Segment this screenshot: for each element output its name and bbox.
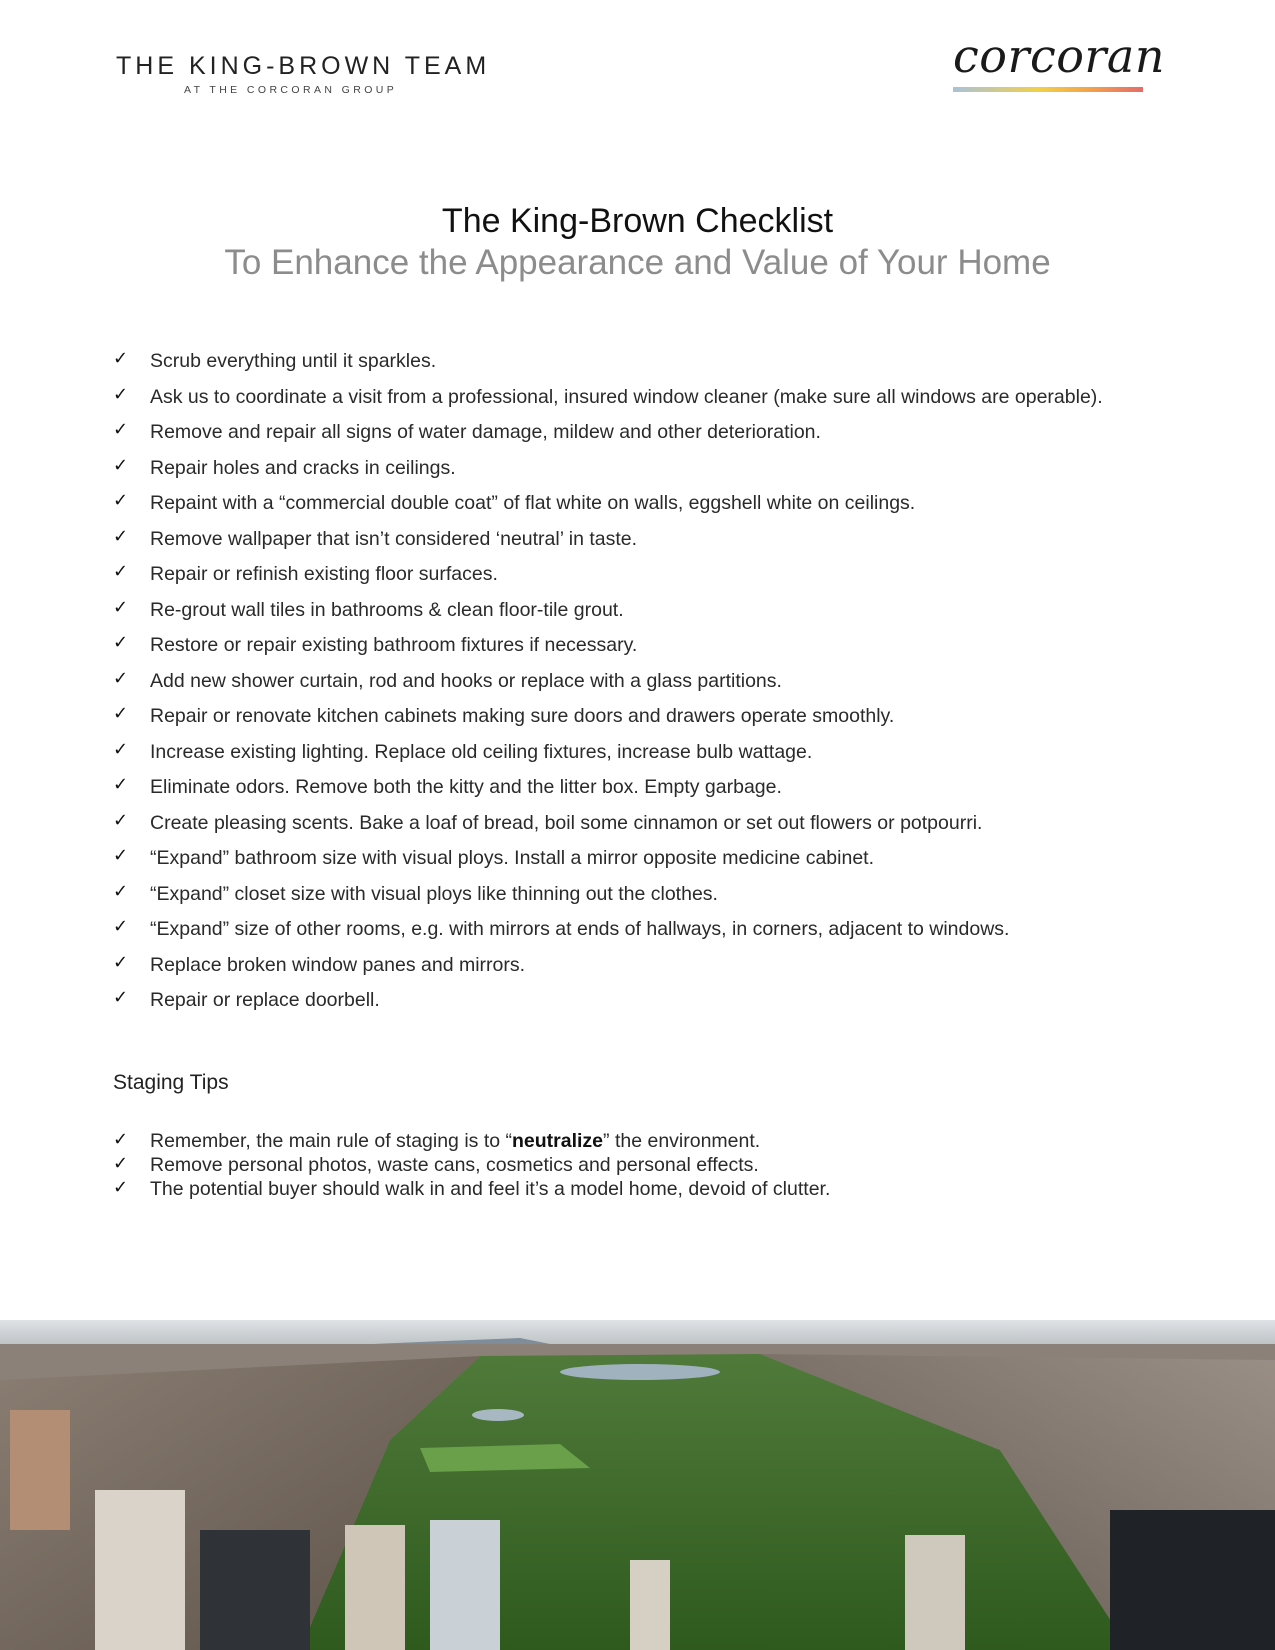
corcoran-wordmark: corcoran [953,29,1165,83]
check-icon: ✓ [113,916,129,937]
list-item-text: Repair or renovate kitchen cabinets making sure doors and drawers operate smoothly. [150,705,895,727]
list-item [113,593,1103,629]
aerial-city-park-photo [0,1320,1275,1650]
check-icon: ✓ [113,667,129,689]
list-item [113,415,1103,451]
check-icon: ✓ [113,703,129,724]
list-item [113,1129,830,1153]
staging-tips-list [113,1129,830,1201]
check-icon: ✓ [113,348,129,369]
list-item-text: Create pleasing scents. Bake a loaf of bread, boil some cinnamon or set out flowers or potpourri. [150,811,983,834]
list-item-text: Repair holes and cracks in ceilings. [150,456,456,479]
tower [905,1535,965,1650]
page-subtitle: To Enhance the Appearance and Value of Your Home [224,243,1051,282]
list-item-text: “Expand” bathroom size with visual ploys. Install a mirror opposite medicine cabinet. [150,847,874,869]
list-item-text: “Expand” closet size with visual ploys like thinning out the clothes. [150,882,718,905]
list-item-text: Add new shower curtain, rod and hooks or replace with a glass partitions. [150,669,782,692]
check-icon: ✓ [113,525,129,547]
check-icon: ✓ [113,1177,129,1198]
list-item [113,380,1103,416]
list-item [113,344,1103,380]
list-item [113,948,1103,984]
list-item [113,735,1103,771]
check-icon: ✓ [113,1153,129,1174]
staging-tips-heading: Staging Tips [113,1071,229,1094]
check-icon: ✓ [113,383,129,405]
corcoran-logo [953,28,1165,92]
list-item [113,557,1103,593]
list-item-text: Remove personal photos, waste cans, cosmetics and personal effects. [150,1154,759,1176]
list-item [113,1153,830,1177]
list-item-text: “Expand” size of other rooms, e.g. with mirrors at ends of hallways, in corners, adjacent to windows. [150,918,1010,940]
list-item-text: Repair or replace doorbell. [150,989,380,1011]
list-item [113,451,1103,487]
check-icon: ✓ [113,596,129,618]
list-item [113,699,1103,735]
check-icon: ✓ [113,454,129,476]
list-item [113,983,1103,1019]
list-item [113,912,1103,948]
checklist [113,344,1103,1019]
list-item-text: Restore or repair existing bathroom fixtures if necessary. [150,634,638,656]
check-icon: ✓ [113,987,129,1008]
tower [1110,1510,1275,1650]
team-logo [116,52,490,96]
meadow [420,1444,590,1472]
list-item-text: Repaint with a “commercial double coat” of flat white on walls, eggshell white on ceilings. [150,492,916,514]
list-item [113,841,1103,877]
tip-emphasis: neutralize [512,1130,604,1152]
check-icon: ✓ [113,951,129,973]
list-item [113,770,1103,806]
team-subtitle: AT THE CORCORAN GROUP [184,84,398,96]
check-icon: ✓ [113,738,129,760]
tower [430,1520,500,1650]
check-icon: ✓ [113,419,129,440]
check-icon: ✓ [113,490,129,511]
list-item-text: Repair or refinish existing floor surfaces. [150,563,498,585]
check-icon: ✓ [113,1129,129,1150]
tower [10,1410,70,1530]
team-name: THE KING-BROWN TEAM [116,52,491,80]
list-item [113,522,1103,558]
check-icon: ✓ [113,561,129,582]
list-item [113,1177,830,1201]
tower [200,1530,310,1650]
list-item [113,806,1103,842]
list-item [113,628,1103,664]
tip-text-before: Remember, the main rule of staging is to “ [150,1130,512,1152]
list-item-text: Ask us to coordinate a visit from a professional, insured window cleaner (make sure all windows are operable). [150,385,1103,408]
check-icon: ✓ [113,880,129,902]
tip-text-after: ” the environment. [603,1130,761,1152]
check-icon: ✓ [113,845,129,866]
title-block [0,200,1275,284]
list-item-text: Remove wallpaper that isn’t considered ‘neutral’ in taste. [150,527,638,550]
tower [95,1490,185,1650]
check-icon: ✓ [113,632,129,653]
list-item-text: The potential buyer should walk in and feel it’s a model home, devoid of clutter. [150,1178,831,1200]
tower [345,1525,405,1650]
list-item-text: Remove and repair all signs of water damage, mildew and other deterioration. [150,421,821,443]
list-item [113,664,1103,700]
list-item-text: Increase existing lighting. Replace old ceiling fixtures, increase bulb wattage. [150,740,813,763]
tower [630,1560,670,1650]
pond [472,1409,524,1421]
page-title: The King-Brown Checklist [441,202,834,240]
list-item [113,877,1103,913]
list-item-text: Scrub everything until it sparkles. [150,350,437,372]
reservoir [560,1364,720,1380]
list-item [113,486,1103,522]
list-item-text: Eliminate odors. Remove both the kitty and the litter box. Empty garbage. [150,776,782,798]
check-icon: ✓ [113,774,129,795]
list-item-text: Re-grout wall tiles in bathrooms & clean floor-tile grout. [150,598,624,621]
check-icon: ✓ [113,809,129,831]
corcoran-gradient-bar [953,87,1143,92]
list-item-text: Replace broken window panes and mirrors. [150,953,526,976]
